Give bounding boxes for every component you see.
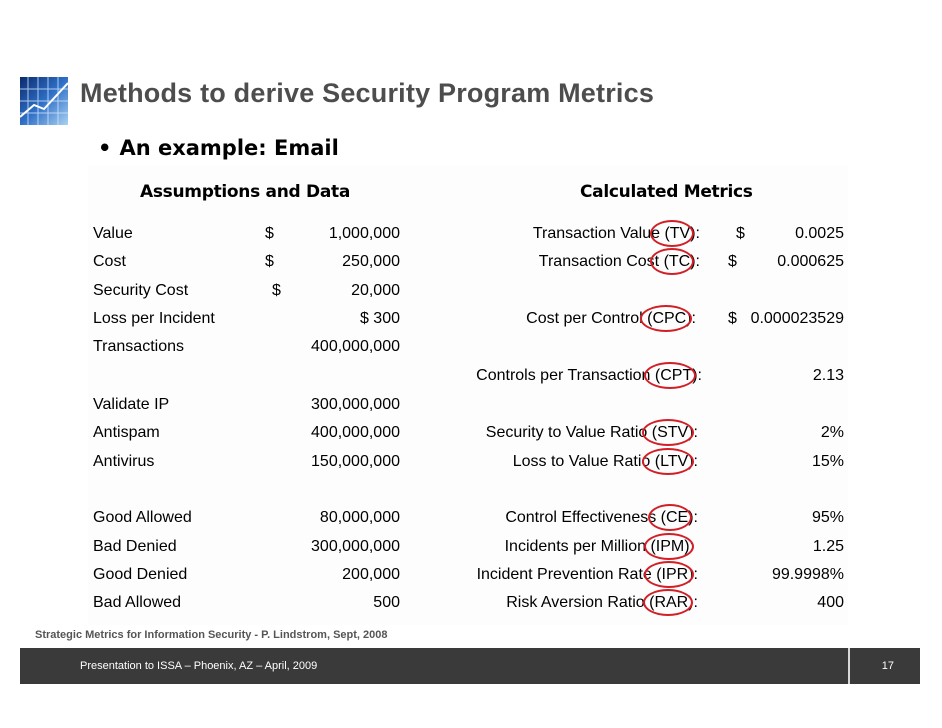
metric-currency: $ bbox=[736, 225, 745, 242]
row-currency: $ bbox=[265, 253, 274, 270]
metrics-heading: Calculated Metrics bbox=[580, 182, 753, 202]
row-value: 20,000 bbox=[351, 282, 400, 299]
metric-label: Control Effectiveness (CE): bbox=[505, 509, 698, 526]
row-label: Loss per Incident bbox=[93, 310, 215, 327]
source-footnote: Strategic Metrics for Information Security - P. Lindstrom, Sept, 2008 bbox=[35, 629, 388, 641]
row-label: Good Allowed bbox=[93, 509, 192, 526]
metric-value: 0.000023529 bbox=[750, 310, 844, 327]
slide-title: Methods to derive Security Program Metrics bbox=[80, 78, 655, 108]
metric-currency: $ bbox=[728, 310, 737, 327]
bullet-text: An example: Email bbox=[119, 136, 339, 160]
footer-text: Presentation to ISSA – Phoenix, AZ – April, 2009 bbox=[80, 660, 318, 672]
row-currency: $ bbox=[272, 282, 281, 299]
metric-label: Transaction Value (TV): bbox=[532, 225, 700, 242]
row-currency: $ bbox=[265, 225, 274, 242]
metric-value: 0.000625 bbox=[777, 253, 844, 270]
metric-label: Transaction Cost (TC): bbox=[538, 253, 700, 270]
metric-label: Security to Value Ratio (STV): bbox=[485, 424, 698, 441]
metric-value: 400 bbox=[817, 594, 844, 611]
row-value: 500 bbox=[373, 594, 400, 611]
metric-value: 0.0025 bbox=[795, 225, 844, 242]
page-number: 17 bbox=[881, 660, 894, 672]
row-label: Transactions bbox=[93, 338, 184, 355]
row-label: Antispam bbox=[93, 424, 160, 441]
row-label: Cost bbox=[93, 253, 126, 270]
row-label: Value bbox=[93, 225, 133, 242]
row-value: 400,000,000 bbox=[311, 424, 400, 441]
row-value: 400,000,000 bbox=[311, 338, 400, 355]
blue-grid-logo-icon bbox=[20, 77, 68, 125]
row-label: Validate IP bbox=[93, 396, 170, 413]
metric-value: 15% bbox=[811, 453, 844, 470]
metric-currency: $ bbox=[728, 253, 737, 270]
bullet-point bbox=[98, 136, 339, 160]
metric-value: 2% bbox=[820, 424, 844, 441]
row-label: Security Cost bbox=[93, 282, 189, 299]
metric-value: 2.13 bbox=[812, 367, 844, 384]
row-label: Bad Denied bbox=[93, 538, 177, 555]
row-value: 1,000,000 bbox=[328, 225, 400, 242]
assumptions-heading: Assumptions and Data bbox=[140, 182, 350, 202]
metric-label: Loss to Value Ratio (LTV): bbox=[512, 453, 698, 470]
metric-value: 95% bbox=[811, 509, 844, 526]
row-value: 80,000,000 bbox=[319, 509, 400, 526]
row-value: 300,000,000 bbox=[311, 538, 400, 555]
row-label: Bad Allowed bbox=[93, 594, 182, 611]
metric-value: 99.9998% bbox=[771, 566, 844, 583]
footer-bar bbox=[20, 648, 920, 684]
metric-label: Cost per Control (CPC): bbox=[526, 310, 696, 327]
row-value: 150,000,000 bbox=[311, 453, 400, 470]
row-value: 300,000,000 bbox=[311, 396, 400, 413]
row-label: Antivirus bbox=[93, 453, 155, 470]
metric-label: Risk Aversion Ratio (RAR): bbox=[506, 594, 698, 611]
metric-label: Incidents per Million (IPM): bbox=[504, 538, 694, 555]
footer-divider bbox=[848, 648, 850, 684]
metric-label: Incident Prevention Rate (IPR): bbox=[476, 566, 698, 583]
row-value: 200,000 bbox=[342, 566, 400, 583]
row-label: Good Denied bbox=[93, 566, 188, 583]
row-value: $ 300 bbox=[359, 310, 400, 327]
metric-value: 1.25 bbox=[812, 538, 844, 555]
metric-label: Controls per Transaction (CPT): bbox=[476, 367, 702, 384]
metrics-table-panel bbox=[88, 165, 848, 625]
row-value: 250,000 bbox=[342, 253, 400, 270]
bullet-dot-icon: • bbox=[98, 136, 112, 160]
